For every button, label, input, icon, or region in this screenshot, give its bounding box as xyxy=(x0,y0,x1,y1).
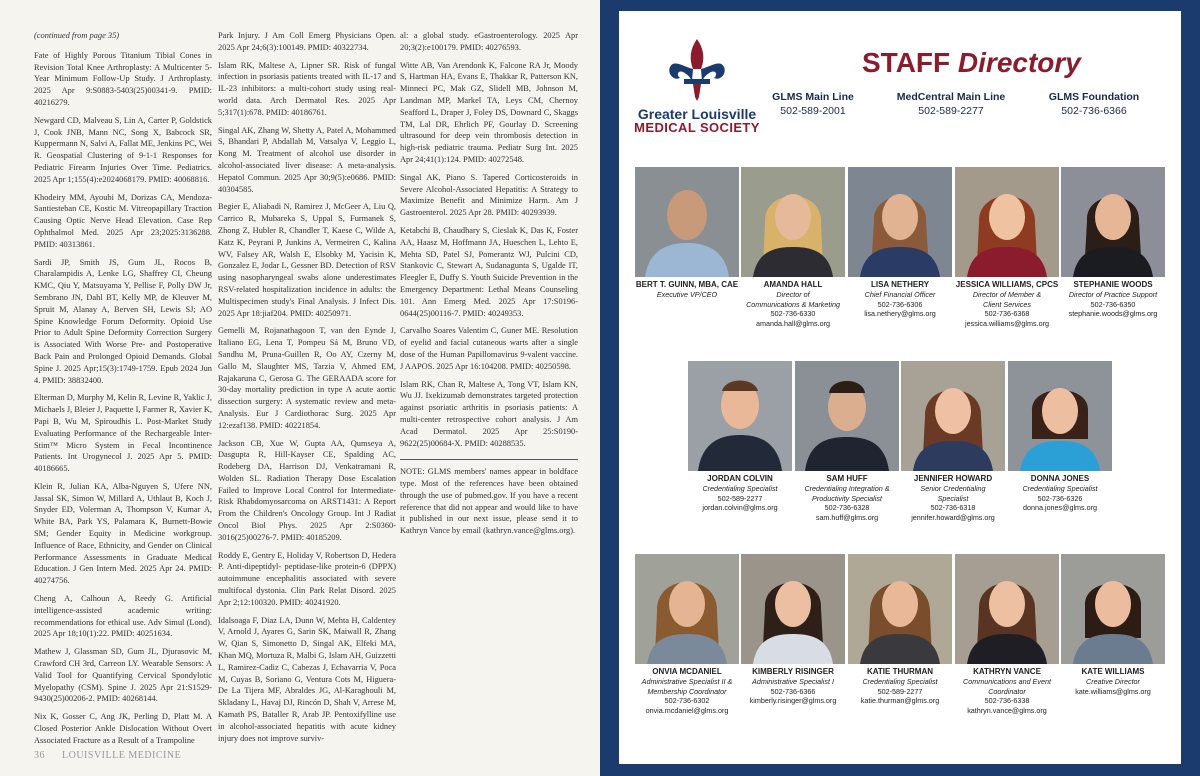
staff-photo xyxy=(901,361,1005,471)
page-title xyxy=(862,47,1081,79)
staff-card xyxy=(740,554,846,706)
staff-name: KIMBERLY RISINGER xyxy=(752,667,834,676)
staff-phone: 502-736-6366 xyxy=(770,686,816,696)
staff-card xyxy=(687,361,793,513)
staff-card xyxy=(954,167,1060,328)
staff-name: SAM HUFF xyxy=(826,474,868,483)
column-3 xyxy=(400,30,578,543)
reference: Idalsoaga F, Diaz LA, Dunn W, Mehta H, Caldentey V, Arnold J, Ayares G, Sarin SK, Maiwall R, Zhang W, Qian S, Simonetto D, Singal AK, Elfeki MA, Khan MQ, Mortuza R, Malbi G, Islam AH, Guizzetti L, Ramirez-Cadiz C, Cabezas J, Echavarria V, Poca M, Cuyas B, Soriano G, Ventura Cots M, Higuera-De La Tijera MF, Abraldes JG, Al-Karaghouli M, Skladany L, Havaj DJ, Rincón D, Shah V, Arrese M, Kamath PS, Bataller R, Arab JP. Pentoxifylline use in alcohol-associated hepatitis with acute kidney injury does not improve surviv- xyxy=(218,615,396,743)
staff-title: Credentialing Specialist xyxy=(1022,484,1098,493)
staff-email[interactable]: onvia.mcdaniel@glms.org xyxy=(645,705,729,715)
phone-line-glms-main xyxy=(765,91,861,117)
staff-email[interactable]: kathryn.vance@glms.org xyxy=(967,705,1047,715)
reference: Nix K, Gosser C, Ang JK, Perling D, Platt M. A Closed Posterior Ankle Dislocation Without Overt Associated Fracture as a Result of a Trampoline xyxy=(34,712,212,745)
column-2 xyxy=(218,30,396,750)
logo-line-2: MEDICAL SOCIETY xyxy=(634,120,760,135)
staff-email[interactable]: lisa.nethery@glms.org xyxy=(864,309,936,319)
phone-line-label: GLMS Main Line xyxy=(772,91,854,103)
right-page xyxy=(600,0,1200,776)
staff-email[interactable]: kimberly.risinger@glms.org xyxy=(749,696,837,706)
reference: Carvalho Soares Valentim C, Guner ME. Resolution of eyelid and facial cutaneous warts after a single dose of the Human Papillomavirus 9-valent vaccine. J AAPOS. 2025 Apr 16:104208. PMID: 40250598. xyxy=(400,326,578,371)
continued-note: (continued from page 35) xyxy=(34,31,120,40)
staff-card xyxy=(740,167,846,328)
staff-name: AMANDA HALL xyxy=(763,280,823,289)
staff-directory-panel xyxy=(619,11,1181,764)
staff-phone: 502-736-6302 xyxy=(664,696,710,706)
staff-card xyxy=(1060,554,1166,696)
staff-phone: 502-736-6306 xyxy=(877,299,923,309)
staff-photo xyxy=(955,554,1059,664)
reference: Witte AB, Van Arendonk K, Falcone RA Jr, Moody S, Hartman HA, Evans E, Thakkar R, Patterson KN, Minneci PC, Mak GZ, Slidell MB, Johnson M, Landman MP, Markel TA, Leys CM, Chernoy Seafford L, Draper J, Foley DS, Downard C, Skaggs TM, Lal DR, Ehrlich PF, Gourlay D. Screening ultrasound for deep vein thrombosis detection in high-risk pediatric trauma. Pediatr Surg Int. 2025 Apr 24;41(1):124. PMID: 40272548. xyxy=(400,60,578,164)
staff-name: KATIE THURMAN xyxy=(866,667,934,676)
staff-phone: 502-736-6338 xyxy=(984,696,1030,706)
staff-title: Director of xyxy=(776,290,810,299)
reference: Gemelli M, Rojanathagoon T, van den Eynde J, Italiano EG, Lena T, Pompeu Sá M, Bruno VD, Sandhu M, Pruna-Guillen R, Oo AY, Czerny M, Gallo M, Slaughter MS, Tarzia V, Ahmed EM, Rajakaruna C, Gerosa G. The GERAADA score for 30-day mortality prediction in type A acute aortic dissection surgery: A systematic review and meta-Analysis. Eur J Cardiothorac Surg. 2025 Apr 12:ezaf138. PMID: 40221854. xyxy=(218,326,396,430)
reference: Elterman D, Murphy M, Kelin R, Levine R, Yaklic J, Michaels J, Bleier J, Paquette I, Farmer R, Xavier K, Papi B, Wu M, Spiroudhis L. Post-Market Study Evaluating Performance of the Rechargeable Inter-Stim™ Micro System in Fecal Incontinence Patients. Int Urogynecol J. 2025 Apr 5. PMID: 40186665. xyxy=(34,393,212,474)
staff-photo xyxy=(795,361,899,471)
column-1 xyxy=(34,30,212,753)
staff-name: ONVIA MCDANIEL xyxy=(652,667,722,676)
staff-title: Membership Coordinator xyxy=(647,686,727,696)
staff-title: Administrative Specialist I xyxy=(752,677,834,686)
staff-photo xyxy=(848,167,952,277)
staff-email[interactable]: katie.thurman@glms.org xyxy=(860,696,940,706)
staff-photo xyxy=(1061,167,1165,277)
staff-title: Director of Member & xyxy=(972,290,1042,299)
fleur-de-lis-icon xyxy=(666,37,728,103)
staff-title: Credentialing Integration & xyxy=(804,484,890,493)
staff-email[interactable]: donna.jones@glms.org xyxy=(1022,503,1098,513)
staff-title: Administrative Specialist II & xyxy=(641,677,733,686)
staff-name: DONNA JONES xyxy=(1030,474,1090,483)
member-note: NOTE: GLMS members' names appear in boldface type. Most of the references have been obtained through the use of pubmed.gov. If you have a recent reference that did not appear and would like to have it published in our next issue, please send it to Kathryn Vance by email (kathryn.vance@glms.org). xyxy=(400,459,578,537)
reference: Singal AK, Piano S. Tapered Corticosteroids in Severe Alcohol-Associated Hepatitis: A Strategy to Maximize Benefit and Minimize Harm. Am J Gastroenterol. 2025 Apr 28. PMID: 40293939. xyxy=(400,172,578,218)
staff-title: Credentialing Specialist xyxy=(702,484,778,493)
staff-photo xyxy=(1061,554,1165,664)
logo-line-1: Greater Louisville xyxy=(637,106,757,122)
staff-phone: 502-736-6326 xyxy=(1037,493,1083,503)
staff-phone: 502-736-6328 xyxy=(824,503,870,513)
reference: Singal AK, Zhang W, Shetty A, Patel A, Mohammed S, Bhandari P, Abdallah M, Vatsalya V, Leggio L, Kong M. Treatment of alcohol use disorder in alcohol-associated liver disease: A meta-analysis. Hepatol Commun. 2025 Apr 30;9(5):e0686. PMID: 40304585. xyxy=(218,125,396,194)
staff-card xyxy=(954,554,1060,715)
staff-name: KATE WILLIAMS xyxy=(1081,667,1145,676)
reference: Begier E, Aliabadi N, Ramirez J, McGeer A, Liu Q, Carrico R, Mubareka S, Uppal S, Furmanek S, Zhong Z, Hubler R, Chandler T, Kaese C, Wilde A, Katz K, Peyrani P, Junkins A, Vermeiren C, Kalina WV, Falsey AR, Walsh E, Elsobky M, Yacisin K, Gonzalez E, Jodar L, Gessner BD. Detection of RSV using nasopharyngeal swabs alone underestimates RSV-related hospitalization incidence in adults: the Multispecimen study's Final Analysis. J Infect Dis. 2025 Apr 18:jiaf204. PMID: 40250971. xyxy=(218,202,396,318)
staff-phone: 502-589-2277 xyxy=(717,493,763,503)
phone-line-number: 502-589-2001 xyxy=(780,105,846,117)
reference: al: a global study. eGastroenterology. 2025 Apr 20;3(2):e100179. PMID: 40276593. xyxy=(400,31,578,52)
staff-card xyxy=(634,554,740,715)
phone-line-number: 502-589-2277 xyxy=(918,105,984,117)
staff-card xyxy=(1060,167,1166,319)
glms-logo xyxy=(627,37,767,153)
staff-card xyxy=(1007,361,1113,513)
title-part-1: STAFF xyxy=(862,47,951,78)
staff-card xyxy=(847,167,953,319)
phone-line-number: 502-736-6366 xyxy=(1061,105,1127,117)
reference: Fate of Highly Porous Titanium Tibial Cones in Revision Total Knee Arthroplasty: A Multicenter 5-Year Minimum Follow-Up Study. J Arthroplasty. 2025 Apr 9:S0883-5403(25)00341-9. PMID: 40216279. xyxy=(34,50,212,107)
staff-email[interactable]: stephanie.woods@glms.org xyxy=(1068,309,1158,319)
staff-email[interactable]: jordan.colvin@glms.org xyxy=(702,503,778,513)
reference: Islam RK, Maltese A, Lipner SR. Risk of fungal infection in psoriasis patients treated with IL-17 and IL-23 inhibitors: a multi-cohort study using real-world data. Arch Dermatol Res. 2025 Apr 5;317(1):678. PMID: 40186761. xyxy=(218,60,396,117)
staff-photo xyxy=(688,361,792,471)
staff-name: JENNIFER HOWARD xyxy=(913,474,993,483)
reference: Klein R, Julian KA, Alba-Nguyen S, Ufere NN, Jassal SK, Simon W, Millard A, Uthlaut B, Koch J, Snyder ED, Volerman A, Thompson V, Kumar A, White BA, Park YS, Palamara K, Burnett-Bowie SM; Gender Equity in Medicine workgroup. Influence of Race, Ethnicity, and Gender on Clinical Performance Assessments in Graduate Medical Education. J Gen Intern Med. 2025 Apr 24. PMID: 40274756. xyxy=(34,481,212,586)
reference: Cheng A, Calhoun A, Reedy G. Artificial intelligence-assisted academic writing: recommendations for ethical use. Adv Simul (Lond). 2025 Apr 18;10(1):22. PMID: 40251634. xyxy=(34,594,212,639)
staff-title: Director of Practice Support xyxy=(1068,290,1158,299)
staff-photo xyxy=(635,554,739,664)
staff-email[interactable]: jennifer.howard@glms.org xyxy=(911,512,995,522)
staff-photo xyxy=(955,167,1059,277)
reference: Khodeiry MM, Ayoubi M, Dorizas CA, Mendoza-Santiesteban CE, Kostic M. Vitreopapillary Traction Causing Optic Nerve Head Elevation. Case Rep Ophthalmol Med. 2025 Apr 23;2025:3136288. PMID: 40313861. xyxy=(34,192,212,249)
staff-photo xyxy=(1008,361,1112,471)
reference: Islam RK, Chan R, Maltese A, Tong VT, Islam KN, Wu JJ. Ixekizumab demonstrates targeted protection against psoriatic arthritis in psoriasis patients: A multi-center retrospective cohort analysis. J Am Acad Dermatol. 2025 Apr 25:S0190-9622(25)00684-X. PMID: 40288535. xyxy=(400,379,578,448)
staff-title: Coordinator xyxy=(988,686,1026,696)
staff-card xyxy=(634,167,740,300)
staff-card xyxy=(900,361,1006,522)
staff-email[interactable]: jessica.williams@glms.org xyxy=(965,318,1049,328)
staff-phone: 502-589-2277 xyxy=(877,686,923,696)
reference: Jackson CB, Xue W, Gupta AA, Qumseya A, Dasgupta R, Hill-Kayser CE, Spalding AC, Rodeberg DA, Harrison DJ, Venkatramani R, Wolden SL. Radiation Therapy Dose Escalation Failed to Improve Local Control for Intermediate-Risk Rhabdomyosarcoma on ARST1431: A Report From the Children's Oncology Group. Int J Radiat Oncol Biol Phys. 2025 Apr 2:S0360-3016(25)00276-7. PMID: 40185209. xyxy=(218,438,396,542)
staff-title: Communications and Event xyxy=(963,677,1051,686)
publication-name: LOUISVILLE MEDICINE xyxy=(62,750,182,761)
staff-card xyxy=(794,361,900,522)
staff-phone: 502-736-6318 xyxy=(930,503,976,513)
page-number: 36 xyxy=(34,750,45,761)
staff-phone: 502-736-6350 xyxy=(1090,299,1136,309)
staff-title: Productivity Specialist xyxy=(812,493,882,503)
staff-title: Client Services xyxy=(983,299,1031,309)
staff-title: Senior Credentialing xyxy=(920,484,986,493)
staff-photo xyxy=(741,167,845,277)
staff-name: BERT T. GUINN, MBA, CAE xyxy=(635,280,739,289)
staff-title: Chief Financial Officer xyxy=(864,290,936,299)
staff-name: KATHRYN VANCE xyxy=(973,667,1041,676)
staff-card xyxy=(847,554,953,706)
phone-line-medcentral xyxy=(891,91,1011,117)
staff-name: JESSICA WILLIAMS, CPCS xyxy=(955,280,1059,289)
staff-title: Specialist xyxy=(937,493,969,503)
phone-line-label: GLMS Foundation xyxy=(1048,91,1140,103)
staff-email[interactable]: sam.huff@glms.org xyxy=(815,512,879,522)
reference: Ketabchi B, Chaudhary S, Cieslak K, Das K, Foster AA, Haasz M, Hoffmann JA, Hueschen L, Lehto E, Mehta SD, Patel SJ, Pomerantz WJ, Pulcini CD, Stankovic C, Stewart A, Sudanagunta S, Ugalde IT, Fleegler E, Duffy S. Youth Suicide Prevention in the Emergency Department: Lethal Means Counseling 101. Ann Emerg Med. 2025 Apr 17:S0196-0644(25)00116-7. PMID: 40249353. xyxy=(400,225,578,318)
page-footer xyxy=(34,750,181,761)
staff-title: Communications & Marketing xyxy=(746,299,840,309)
staff-phone: 502-736-6368 xyxy=(984,309,1030,319)
staff-email[interactable]: kate.williams@glms.org xyxy=(1075,686,1151,696)
reference: Newgard CD, Malveau S, Lin A, Carter P, Goldstick J, Cook JNB, Mann NC, Song X, Babcock SR, Kuppermann N, Salvi A, Fallat ME, Jenkins PC, Wei R. Geospatial Clustering of 9-1-1 Responses for Pediatric Firearm Injuries Over Time. Pediatrics. 2025 Apr 1;155(4):e2024068179. PMID: 40068816. xyxy=(34,115,212,184)
reference: Roddy E, Gentry E, Holiday V, Robertson D, Hedera P. Anti-dipeptidyl- peptidase-like protein-6 (DPPX) autoimmune encephalitis associated with severe multifocal dystonia. Clin Park Relat Disord. 2025 Apr 2;12:100320. PMID: 40241920. xyxy=(218,550,396,607)
staff-name: STEPHANIE WOODS xyxy=(1073,280,1153,289)
staff-photo xyxy=(848,554,952,664)
phone-line-label: MedCentral Main Line xyxy=(896,91,1006,103)
staff-phone: 502-736-6330 xyxy=(770,309,816,319)
reference: Mathew J, Glassman SD, Gum JL, Djurasovic M, Crawford CH 3rd, Carreon LY. Wearable Sensors: A Valid Tool for Quantifying Cervical Spondylotic Myelopathy (CSM). Spine J. 2025 Apr 21:S1529-9430(25)00206-2. PMID: 40268144. xyxy=(34,647,212,704)
staff-photo xyxy=(741,554,845,664)
staff-title: Credentialing Specialist xyxy=(862,677,938,686)
staff-title: Creative Director xyxy=(1086,677,1140,686)
reference: Park Injury. J Am Coll Emerg Physicians Open. 2025 Apr 24;6(3):100149. PMID: 40322734. xyxy=(218,31,396,52)
reference: Sardi JP, Smith JS, Gum JL, Rocos B, Charalampidis A, Lenke LG, Shaffrey CI, Cheung KMC, Qiu Y, Matsuyama Y, Pellise F, Polly DW Jr, Sembrano JN, Dahl BT, Kelly MP, de Kleuver M, Spruit M, Alanay A, Berven SH, Lewis SJ; AO Spine Knowledge Forum Deformity. Opioid Use Prior to Adult Spine Deformity Correction Surgery is Associated With Worse Pre- and Postoperative Back Pain and Prolonged Opioid Demands. Global Spine J. 2025 Apr;15(3):1749-1759. Epub 2024 Jun 4. PMID: 38832400. xyxy=(34,257,212,385)
staff-title: Executive VP/CEO xyxy=(656,290,718,299)
staff-photo xyxy=(635,167,739,277)
title-part-2: Directory xyxy=(957,47,1081,78)
phone-line-glms-foundation xyxy=(1039,91,1149,117)
staff-email[interactable]: amanda.hall@glms.org xyxy=(755,318,831,328)
staff-name: LISA NETHERY xyxy=(870,280,930,289)
staff-name: JORDAN COLVIN xyxy=(707,474,773,483)
